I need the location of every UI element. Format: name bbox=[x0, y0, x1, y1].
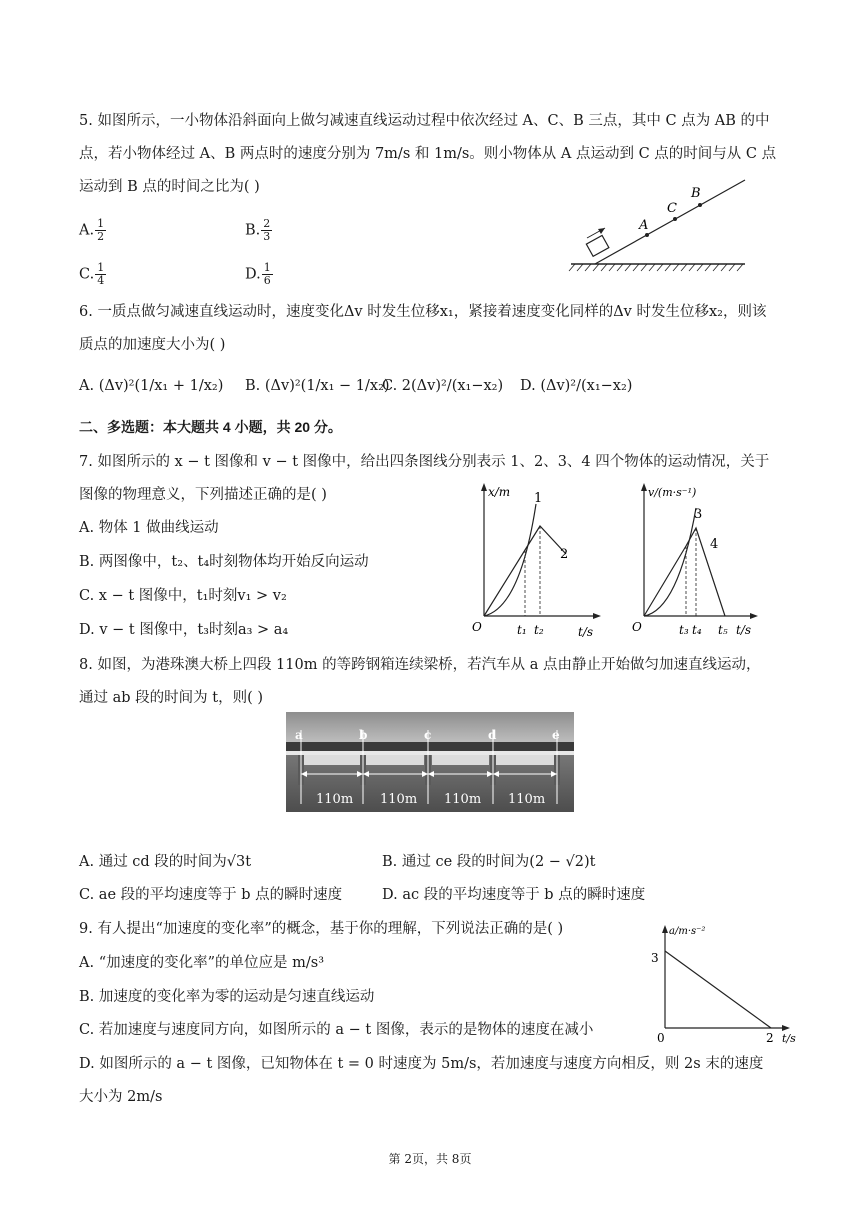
point-a bbox=[645, 233, 649, 237]
q8-option-a: A. 通过 cd 段的时间为√3t bbox=[79, 854, 252, 870]
incline-line bbox=[595, 180, 745, 264]
xt-graph bbox=[468, 478, 608, 643]
xt-ylabel: x/m bbox=[488, 485, 511, 499]
q7-line1: 7. 如图所示的 x − t 图像和 v − t 图像中，给出四条图线分别表示 1、2、3、4 四个物体的运动情况，关于 bbox=[79, 454, 770, 470]
label-b: B bbox=[691, 186, 701, 201]
xt-xlabel: t/s bbox=[578, 625, 594, 639]
xt-label-2: 2 bbox=[560, 547, 569, 562]
q8-option-d: D. ac 段的平均速度等于 b 点的瞬时速度 bbox=[382, 887, 646, 903]
q6-option-c: C. 2(Δv)²/(x₁−x₂) bbox=[382, 378, 504, 394]
at-graph bbox=[645, 918, 805, 1046]
svg-text:a: a bbox=[295, 728, 303, 742]
q6-line1: 6. 一质点做匀减速直线运动时，速度变化Δv 时发生位移x₁，紧接着速度变化同样的Δv 时发生位移x₂，则该 bbox=[79, 304, 767, 320]
q9-line1: 9. 有人提出“加速度的变化率”的概念，基于你的理解，下列说法正确的是( ) bbox=[79, 921, 564, 937]
q5-option-b: B. $\frac{2}{3}$ bbox=[245, 217, 271, 243]
q7-option-c: C. x − t 图像中，t₁时刻v₁ > v₂ bbox=[79, 588, 287, 604]
vt-label-3: 3 bbox=[694, 507, 703, 522]
q8-line2: 通过 ab 段的时间为 t，则( ) bbox=[79, 690, 264, 706]
vt-t5: t₅ bbox=[718, 623, 728, 637]
q6-option-a: A. (Δv)²(1/x₁ + 1/x₂) bbox=[79, 378, 224, 394]
point-c bbox=[673, 217, 677, 221]
bridge-deck bbox=[286, 742, 574, 751]
q5-line3: 运动到 B 点的时间之比为( ) bbox=[79, 179, 260, 195]
point-b bbox=[698, 203, 702, 207]
q8-option-b: B. 通过 ce 段的时间为(2 − √2)t bbox=[382, 854, 596, 870]
vt-origin: O bbox=[632, 620, 642, 634]
q8-line1: 8. 如图，为港珠澳大桥上四段 110m 的等跨钢箱连续梁桥，若汽车从 a 点由静止开始做匀加速直线运动， bbox=[79, 657, 761, 673]
at-line bbox=[665, 951, 771, 1028]
vt-t4: t₄ bbox=[692, 623, 702, 637]
vt-ylabel: v/(m·s⁻¹) bbox=[648, 486, 697, 499]
vt-xlabel: t/s bbox=[736, 623, 752, 637]
q5-line2: 点，若小物体经过 A、B 两点时的速度分别为 7m/s 和 1m/s。则小物体从 A 点运动到 C 点的时间与从 C 点 bbox=[79, 146, 777, 162]
q5-line1: 5. 如图所示，一小物体沿斜面向上做匀减速直线运动过程中依次经过 A、C、B 三点，其中 C 点为 AB 的中 bbox=[79, 113, 770, 129]
q6-line2: 质点的加速度大小为( ) bbox=[79, 337, 226, 353]
q5-option-d: D. $\frac{1}{6}$ bbox=[245, 261, 271, 287]
xt-t1: t₁ bbox=[517, 623, 527, 637]
at-y-tick: 3 bbox=[651, 951, 659, 965]
q7-option-a: A. 物体 1 做曲线运动 bbox=[79, 520, 219, 536]
svg-text:110m: 110m bbox=[380, 792, 418, 807]
label-c: C bbox=[667, 201, 677, 216]
q9-option-b: B. 加速度的变化率为零的运动是匀速直线运动 bbox=[79, 989, 375, 1005]
svg-text:e: e bbox=[552, 728, 560, 742]
incline-figure bbox=[565, 172, 750, 272]
svg-text:d: d bbox=[488, 728, 497, 742]
svg-text:b: b bbox=[359, 728, 368, 742]
xt-line-1 bbox=[484, 504, 536, 616]
ground-hatching bbox=[569, 264, 743, 271]
q8-option-c: C. ae 段的平均速度等于 b 点的瞬时速度 bbox=[79, 887, 343, 903]
q9-option-a: A. “加速度的变化率”的单位应是 m/s³ bbox=[79, 955, 325, 971]
svg-text:c: c bbox=[424, 728, 432, 742]
label-a: A bbox=[639, 218, 649, 233]
at-x-tick: 2 bbox=[766, 1031, 774, 1045]
svg-text:110m: 110m bbox=[444, 792, 482, 807]
q5-option-c: C. $\frac{1}{4}$ bbox=[79, 261, 105, 287]
page-footer: 第 2页，共 8页 bbox=[388, 1152, 472, 1166]
q7-option-b: B. 两图像中，t₂、t₄时刻物体均开始反向运动 bbox=[79, 554, 369, 570]
svg-text:110m: 110m bbox=[508, 792, 546, 807]
xt-label-1: 1 bbox=[534, 491, 543, 506]
vt-label-4: 4 bbox=[710, 537, 719, 552]
block bbox=[586, 235, 609, 256]
at-origin: 0 bbox=[657, 1031, 665, 1045]
section-heading: 二、多选题：本大题共 4 小题，共 20 分。 bbox=[79, 419, 342, 435]
q7-option-d: D. v − t 图像中，t₃时刻a₃ > a₄ bbox=[79, 622, 289, 638]
vt-line-3 bbox=[644, 508, 696, 616]
vt-graph bbox=[628, 478, 763, 643]
xt-t2: t₂ bbox=[534, 623, 544, 637]
xt-origin: O bbox=[472, 620, 482, 634]
at-ylabel: a/m·s⁻² bbox=[669, 926, 706, 937]
svg-text:110m: 110m bbox=[316, 792, 354, 807]
vt-t3: t₃ bbox=[679, 623, 689, 637]
q6-option-d: D. (Δv)²/(x₁−x₂) bbox=[520, 378, 633, 394]
q9-option-d-line2: 大小为 2m/s bbox=[79, 1089, 163, 1105]
at-xlabel: t/s bbox=[782, 1032, 796, 1045]
q6-option-b: B. (Δv)²(1/x₁ − 1/x₂) bbox=[245, 378, 390, 394]
q7-line2: 图像的物理意义，下列描述正确的是( ) bbox=[79, 487, 327, 503]
q5-option-a: A. $\frac{1}{2}$ bbox=[79, 217, 105, 243]
q9-option-c: C. 若加速度与速度同方向，如图所示的 a − t 图像，表示的是物体的速度在减小 bbox=[79, 1022, 594, 1038]
q9-option-d-line1: D. 如图所示的 a − t 图像，已知物体在 t = 0 时速度为 5m/s，若加速度与速度方向相反，则 2s 末的速度 bbox=[79, 1056, 764, 1072]
bridge-photo bbox=[286, 712, 574, 812]
